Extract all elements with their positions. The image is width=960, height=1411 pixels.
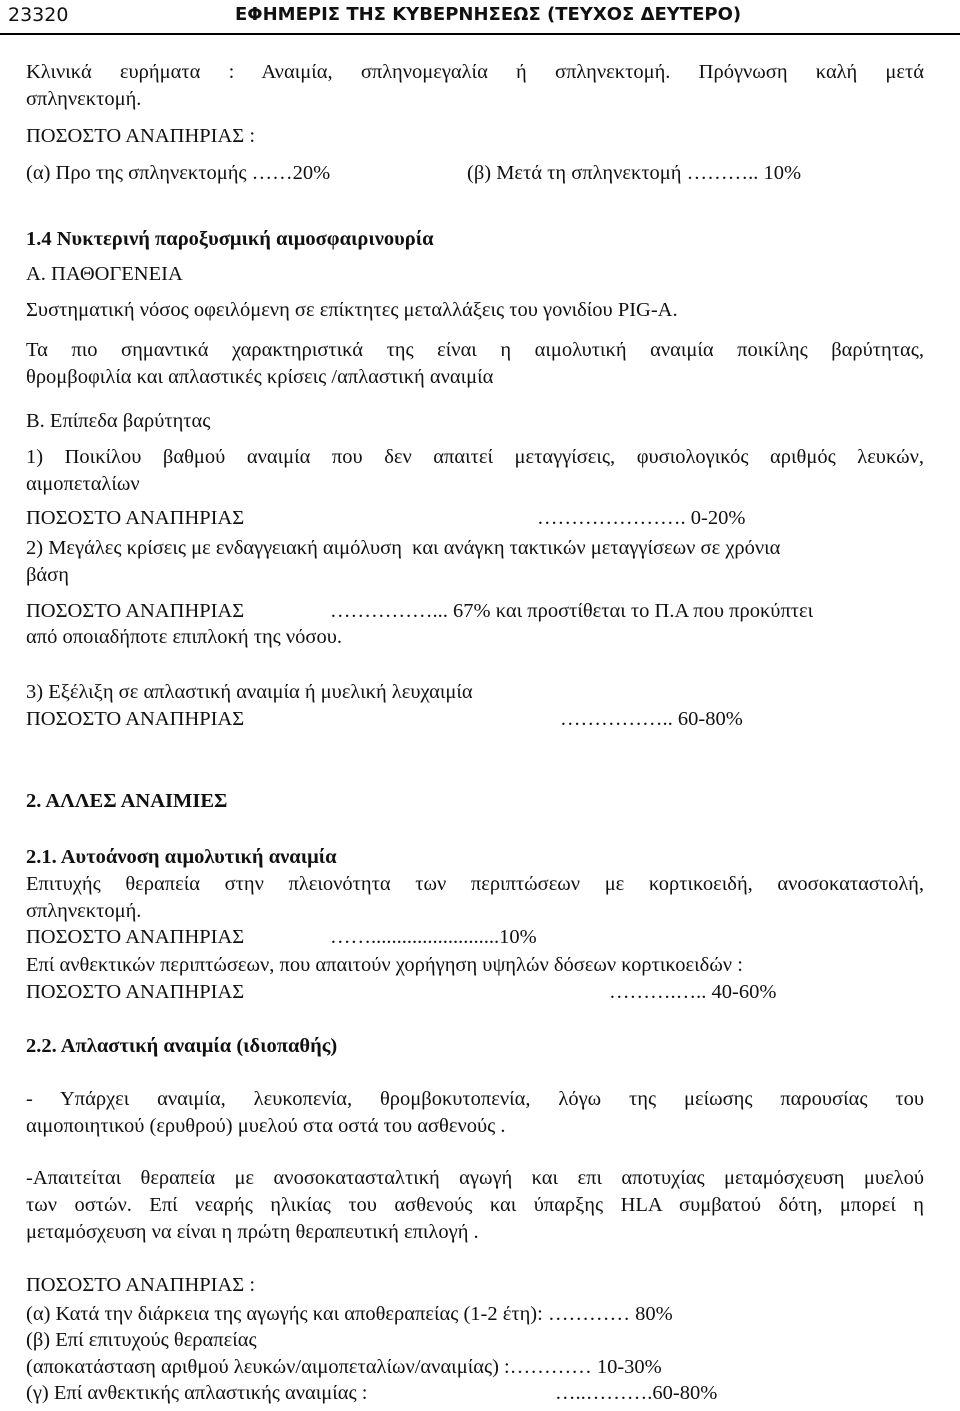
subsection-heading: Β. Επίπεδα βαρύτητας [26,410,211,432]
text-line: αιμοποιητικού (ερυθρού) μυελού στα οστά του ασθενούς . [26,1115,506,1137]
disability-rate: …………………. 0-20% [537,507,746,529]
disability-rate: …….........................10% [330,926,537,948]
section-heading: 2. ΑΛΛΕΣ ΑΝΑΙΜΙΕΣ [26,790,228,812]
text-line: - Υπάρχει αναιμία, λευκοπενία, θρομβοκυτοπενία, λόγω της μείωσης παρουσίας του [26,1088,924,1110]
gazette-title: ΕΦΗΜΕΡΙΣ ΤΗΣ ΚΥΒΕΡΝΗΣΕΩΣ (ΤΕΥΧΟΣ ΔΕΥΤΕΡΟ) [235,4,742,25]
disability-label: ΠΟΣΟΣΤΟ ΑΝΑΠΗΡΙΑΣ [26,708,245,730]
disability-label: ΠΟΣΟΣΤΟ ΑΝΑΠΗΡΙΑΣ [26,926,245,948]
text-line: Τα πιο σημαντικά χαρακτηριστικά της είναι η αιμολυτική αναιμία ποικίλης βαρύτητας, [26,339,924,361]
text-line: 2) Μεγάλες κρίσεις με ενδαγγειακή αιμόλυση και ανάγκη τακτικών μεταγγίσεων σε χρόνια [26,537,781,559]
text-line: Επί ανθεκτικών περιπτώσεων, που απαιτούν χορήγηση υψηλών δόσεων κορτικοειδών : [26,954,743,976]
text-line: θρομβοφιλία και απλαστικές κρίσεις /απλαστική αναιμία [26,366,494,388]
rate-after-splenectomy: (β) Μετά τη σπληνεκτομή ……….. 10% [467,162,802,184]
text-line: (γ) Επί ανθεκτικής απλαστικής αναιμίας : [26,1382,368,1404]
disability-rate: ……………... 67% και προστίθεται το Π.Α που προκύπτει [330,600,814,622]
text-line: από οποιαδήποτε επιπλοκή της νόσου. [26,626,343,648]
disability-label: ΠΟΣΟΣΤΟ ΑΝΑΠΗΡΙΑΣ [26,981,245,1003]
disability-rate: ……….….. 40-60% [609,981,777,1003]
disability-rate: …………….. 60-80% [560,708,743,730]
disability-label: ΠΟΣΟΣΤΟ ΑΝΑΠΗΡΙΑΣ [26,600,245,622]
text-line: βάση [26,564,69,586]
text-line: Επιτυχής θεραπεία στην πλειονότητα των περιπτώσεων με κορτικοειδή, ανοσοκαταστολή, [26,873,924,895]
section-heading: 2.2. Απλαστική αναιμία (ιδιοπαθής) [26,1035,338,1057]
disability-label: ΠΟΣΟΣΤΟ ΑΝΑΠΗΡΙΑΣ : [26,125,256,147]
text-line: Συστηματική νόσος οφειλόμενη σε επίκτητες μεταλλάξεις του γονιδίου PIG-A. [26,299,678,321]
text-line: αιμοπεταλίων [26,473,140,495]
page-header [0,0,960,35]
rate-line: (αποκατάσταση αριθμού λευκών/αιμοπεταλίων/αναιμίας) :………… 10-30% [26,1356,662,1378]
rate-line: (α) Κατά την διάρκεια της αγωγής και αποθεραπείας (1-2 έτη): ………… 80% [26,1303,673,1325]
text-line: (β) Επί επιτυχούς θεραπείας [26,1329,257,1351]
subsection-heading: Α. ΠΑΘΟΓΕΝΕΙΑ [26,263,183,285]
disability-label: ΠΟΣΟΣΤΟ ΑΝΑΠΗΡΙΑΣ [26,507,245,529]
page-number: 23320 [8,4,69,26]
text-line: 1) Ποικίλου βαθμού αναιμία που δεν απαιτεί μεταγγίσεις, φυσιολογικός αριθμός λευκών, [26,446,924,468]
text-line: σπληνεκτομή. [26,88,142,110]
rate-before-splenectomy: (α) Προ της σπληνεκτομής ……20% [26,162,331,184]
text-line: -Απαιτείται θεραπεία με ανοσοκατασταλτική αγωγή και επι αποτυχίας μεταμόσχευση μυελού [26,1167,924,1189]
text-line: 3) Εξέλιξη σε απλαστική αναιμία ή μυελική λευχαιμία [26,681,473,703]
section-heading: 2.1. Αυτοάνοση αιμολυτική αναιμία [26,846,337,868]
disability-label: ΠΟΣΟΣΤΟ ΑΝΑΠΗΡΙΑΣ : [26,1274,256,1296]
text-line: μεταμόσχευση να είναι η πρώτη θεραπευτική επιλογή . [26,1221,479,1243]
section-heading: 1.4 Νυκτερινή παροξυσμική αιμοσφαιρινουρία [26,228,434,250]
text-line: σπληνεκτομή. [26,900,142,922]
text-line: των οστών. Επί νεαρής ηλικίας του ασθενούς και ύπαρξης HLA συμβατού δότη, μπορεί η [26,1194,924,1216]
disability-rate: …..……….60-80% [555,1382,718,1404]
clinical-findings-line: Κλινικά ευρήματα : Αναιμία, σπληνομεγαλία ή σπληνεκτομή. Πρόγνωση καλή μετά [26,61,924,83]
